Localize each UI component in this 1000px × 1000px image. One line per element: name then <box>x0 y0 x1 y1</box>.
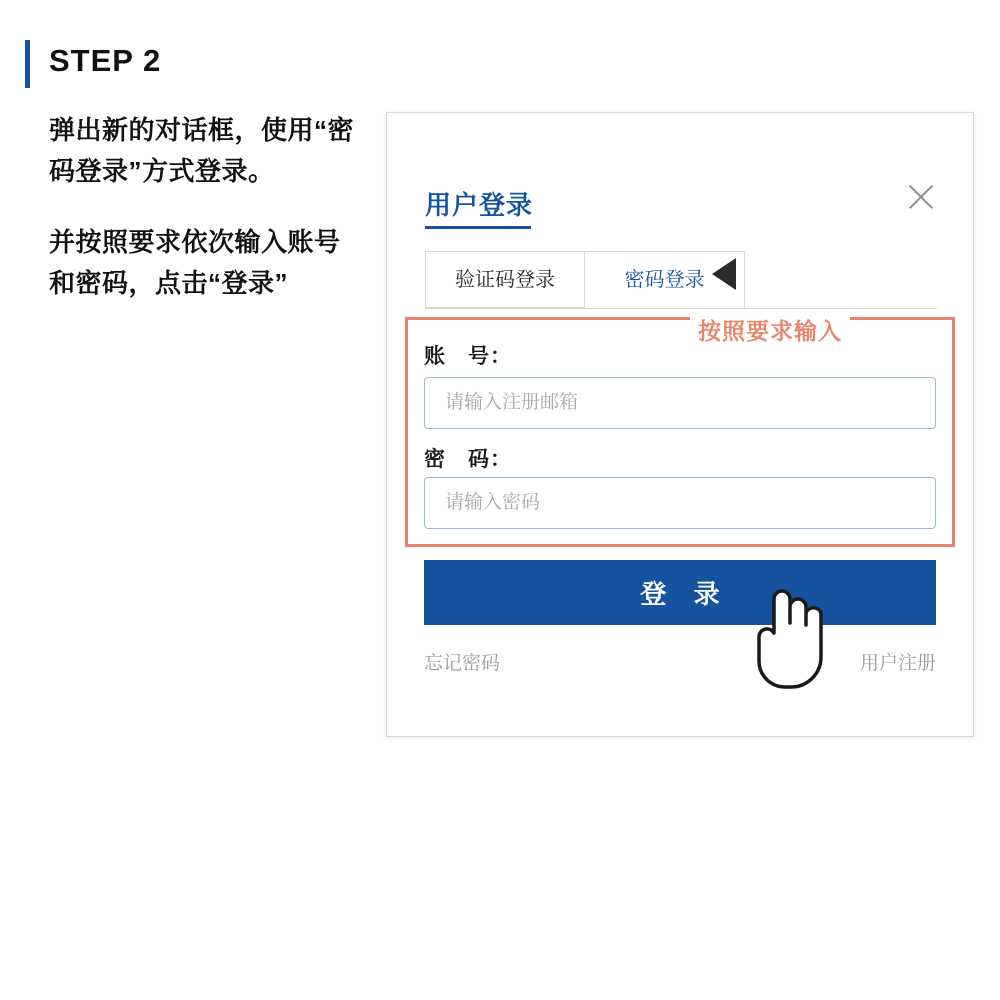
password-label: 密 码： <box>424 448 512 471</box>
dialog-title-underline <box>425 226 531 229</box>
login-tabs <box>425 251 937 309</box>
paragraph-gap <box>49 192 361 222</box>
close-icon[interactable] <box>905 181 937 213</box>
step-title: STEP 2 <box>49 43 162 78</box>
hand-cursor-icon <box>752 585 828 697</box>
dialog-title: 用户登录 <box>425 190 534 220</box>
login-submit-button[interactable]: 登 录 <box>424 560 936 625</box>
step-paragraph-1: 弹出新的对话框，使用“密码登录”方式登录。 <box>49 115 355 186</box>
tab-sms-login[interactable]: 验证码登录 <box>425 251 585 308</box>
step-body <box>49 110 361 304</box>
forgot-password-link[interactable]: 忘记密码 <box>424 653 501 674</box>
account-input[interactable] <box>424 377 936 429</box>
tab-pointer-arrow-icon <box>712 258 736 290</box>
password-input[interactable] <box>424 477 936 529</box>
user-register-link[interactable]: 用户注册 <box>859 653 936 674</box>
step-accent-bar <box>25 40 30 88</box>
account-label: 账 号： <box>424 345 512 368</box>
step-paragraph-2: 并按照要求依次输入账号和密码，点击“登录” <box>49 227 341 298</box>
highlight-annotation-label: 按照要求输入 <box>690 313 850 346</box>
tab-password-login[interactable]: 密码登录 <box>585 251 745 308</box>
